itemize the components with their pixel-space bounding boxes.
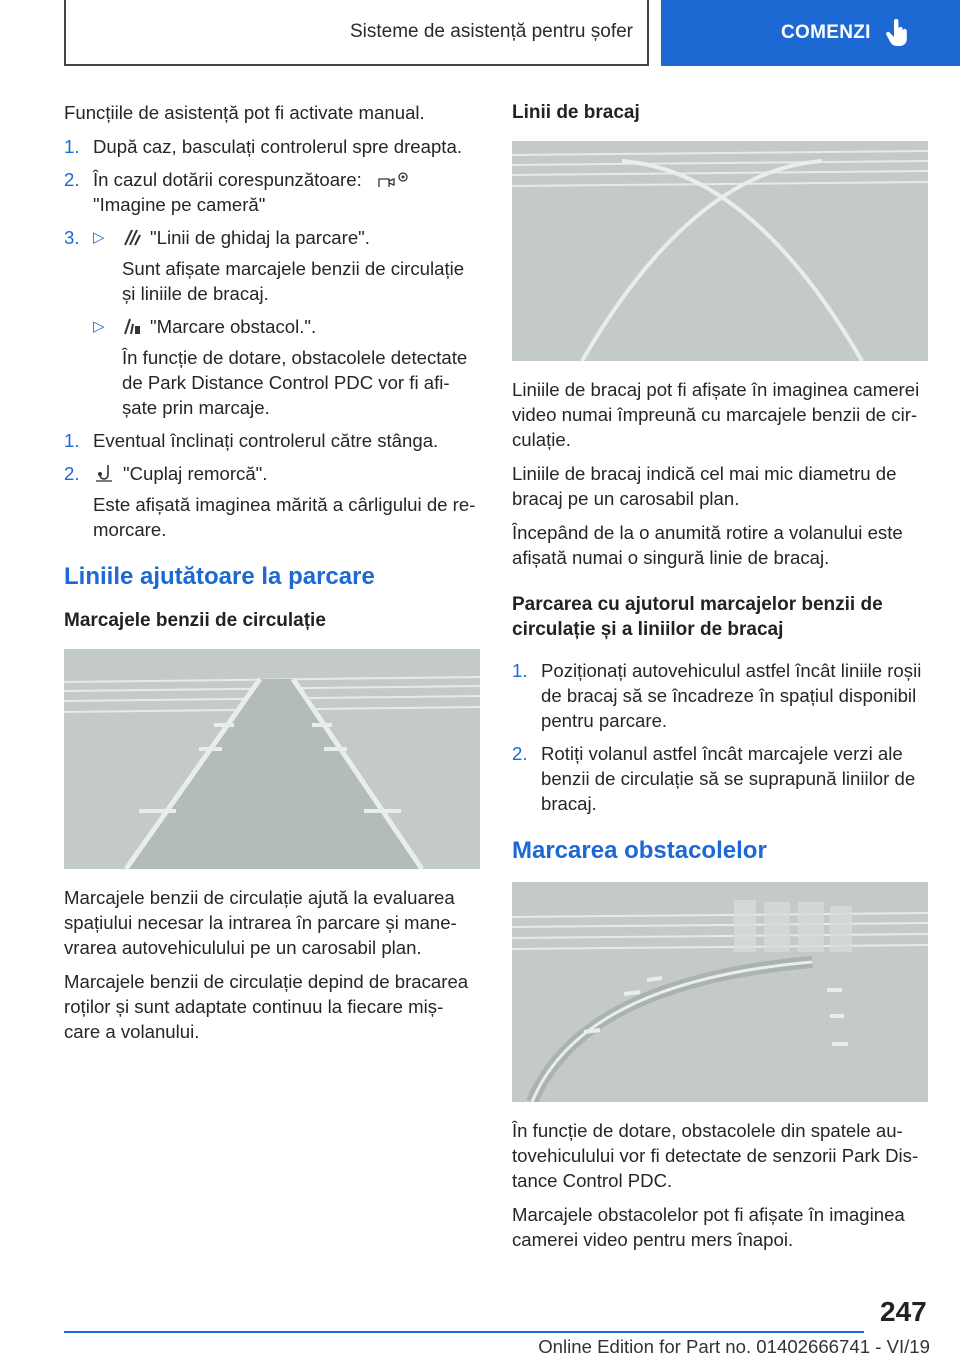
- step-number: 2.: [64, 169, 80, 190]
- guide-lines-icon: [122, 227, 142, 247]
- step-number: 1.: [64, 136, 80, 157]
- right-column: [512, 100, 928, 1261]
- list-item: [64, 225, 480, 250]
- edition-text: Online Edition for Part no. 01402666741 - VI/19: [538, 1336, 930, 1357]
- trailer-hitch-icon: [93, 463, 115, 483]
- triangle-bullet-icon: ▷: [93, 318, 105, 335]
- list-item: [64, 167, 480, 217]
- obstacle-para-2: Marcajele obstacolelor pot fi afișate în imaginea camerei video pentru mers înapoi.: [512, 1204, 905, 1250]
- step-description: [64, 492, 480, 542]
- section-heading-parking-lines: Liniile ajutătoare la parcare: [64, 563, 375, 590]
- turning-lines-illustration: [512, 141, 928, 361]
- turning-lines-para-2: Liniile de bracaj indică cel mai mic diametru de bracaj pe un carosabil plan.: [512, 463, 897, 509]
- bullet-description: [64, 256, 480, 306]
- intro-text: Funcțiile de asistență pot fi activate manual.: [64, 102, 425, 123]
- step-text: Poziționați autovehiculul astfel încât liniile roșii de bracaj să se încadreze în spațiul disponibil pentru parcare.: [541, 660, 922, 731]
- turning-lines-para-1: Liniile de bracaj pot fi afișate în imaginea camerei video numai împreună cu marcajele benzii de cir‐ culație.: [512, 379, 920, 450]
- obstacle-marking-icon: [122, 316, 142, 336]
- step-text: Eventual înclinați controlerul către stânga.: [93, 430, 439, 451]
- description-text: Este afișată imaginea mărită a cârligului de re‐ morcare.: [93, 494, 476, 540]
- step-number: 1.: [512, 660, 528, 681]
- page-number: 247: [880, 1296, 927, 1327]
- step-text: După caz, basculați controlerul spre dreapta.: [93, 136, 462, 157]
- lane-markings-para-1: Marcajele benzii de circulație ajută la evaluarea spațiului necesar la intrarea în parcare și mane‐ vrarea autovehiculului pe un carosabil plan.: [64, 887, 457, 958]
- list-item: [64, 428, 480, 453]
- tab-comenzi[interactable]: [661, 0, 960, 66]
- bullet-description: [64, 345, 480, 420]
- footer-edition-text: [0, 1336, 930, 1358]
- list-item: [64, 461, 480, 486]
- subheading-parking-with-lines: Parcarea cu ajutorul marcajelor benzii de circulație și a liniilor de bracaj: [512, 594, 883, 640]
- subheading-turning-lines: Linii de bracaj: [512, 102, 640, 123]
- lane-markings-para-2: Marcajele benzii de circulație depind de bracarea roților și sunt adaptate continuu la fiecare miș‐ care a volanului.: [64, 971, 469, 1042]
- list-item: [64, 134, 480, 159]
- lane-markings-illustration: [64, 649, 480, 869]
- step-text: În cazul dotării corespunzătoare:: [93, 169, 362, 190]
- obstacle-marking-illustration: [512, 882, 928, 1102]
- section-heading-obstacle-marking: Marcarea obstacolelor: [512, 837, 767, 864]
- triangle-bullet-icon: ▷: [93, 229, 105, 246]
- subheading-lane-markings: Marcajele benzii de circulație: [64, 610, 326, 631]
- obstacle-para-1: În funcție de dotare, obstacolele din spatele au‐ tovehiculului vor fi detectate de senzorii Park Dis‐ tance Control PDC.: [512, 1120, 919, 1191]
- bullet-text: "Marcare obstacol.".: [150, 316, 317, 337]
- list-item: [64, 314, 480, 339]
- step-text: Rotiți volanul astfel încât marcajele verzi ale benzii de circulație să se suprapună liniilor de bracaj.: [541, 743, 916, 814]
- section-title: Sisteme de asistență pentru șofer: [349, 21, 633, 42]
- footer-divider: [64, 1331, 864, 1333]
- step-text-2: "Imagine pe cameră": [93, 194, 266, 215]
- description-text: În funcție de dotare, obstacolele detectate de Park Distance Control PDC vor fi afi‐ șate prin marcaje.: [122, 347, 468, 418]
- list-item: [512, 741, 928, 816]
- step-number: 2.: [512, 743, 528, 764]
- camera-settings-icon: [375, 169, 411, 189]
- header-section-title-box: [64, 0, 649, 66]
- bullet-text: "Linii de ghidaj la parcare".: [150, 227, 370, 248]
- step-number: 2.: [64, 463, 80, 484]
- left-column: [64, 100, 480, 1053]
- step-number: 1.: [64, 430, 80, 451]
- step-text: "Cuplaj remorcă".: [123, 463, 268, 484]
- step-number: 3.: [64, 227, 80, 248]
- tab-label: COMENZI: [781, 22, 871, 43]
- list-item: [512, 658, 928, 733]
- description-text: Sunt afișate marcajele benzii de circulație și liniile de bracaj.: [122, 258, 465, 304]
- hand-pointer-icon: [885, 19, 911, 47]
- turning-lines-para-3: Începând de la o anumită rotire a volanului este afișată numai o singură linie de bracaj.: [512, 522, 903, 568]
